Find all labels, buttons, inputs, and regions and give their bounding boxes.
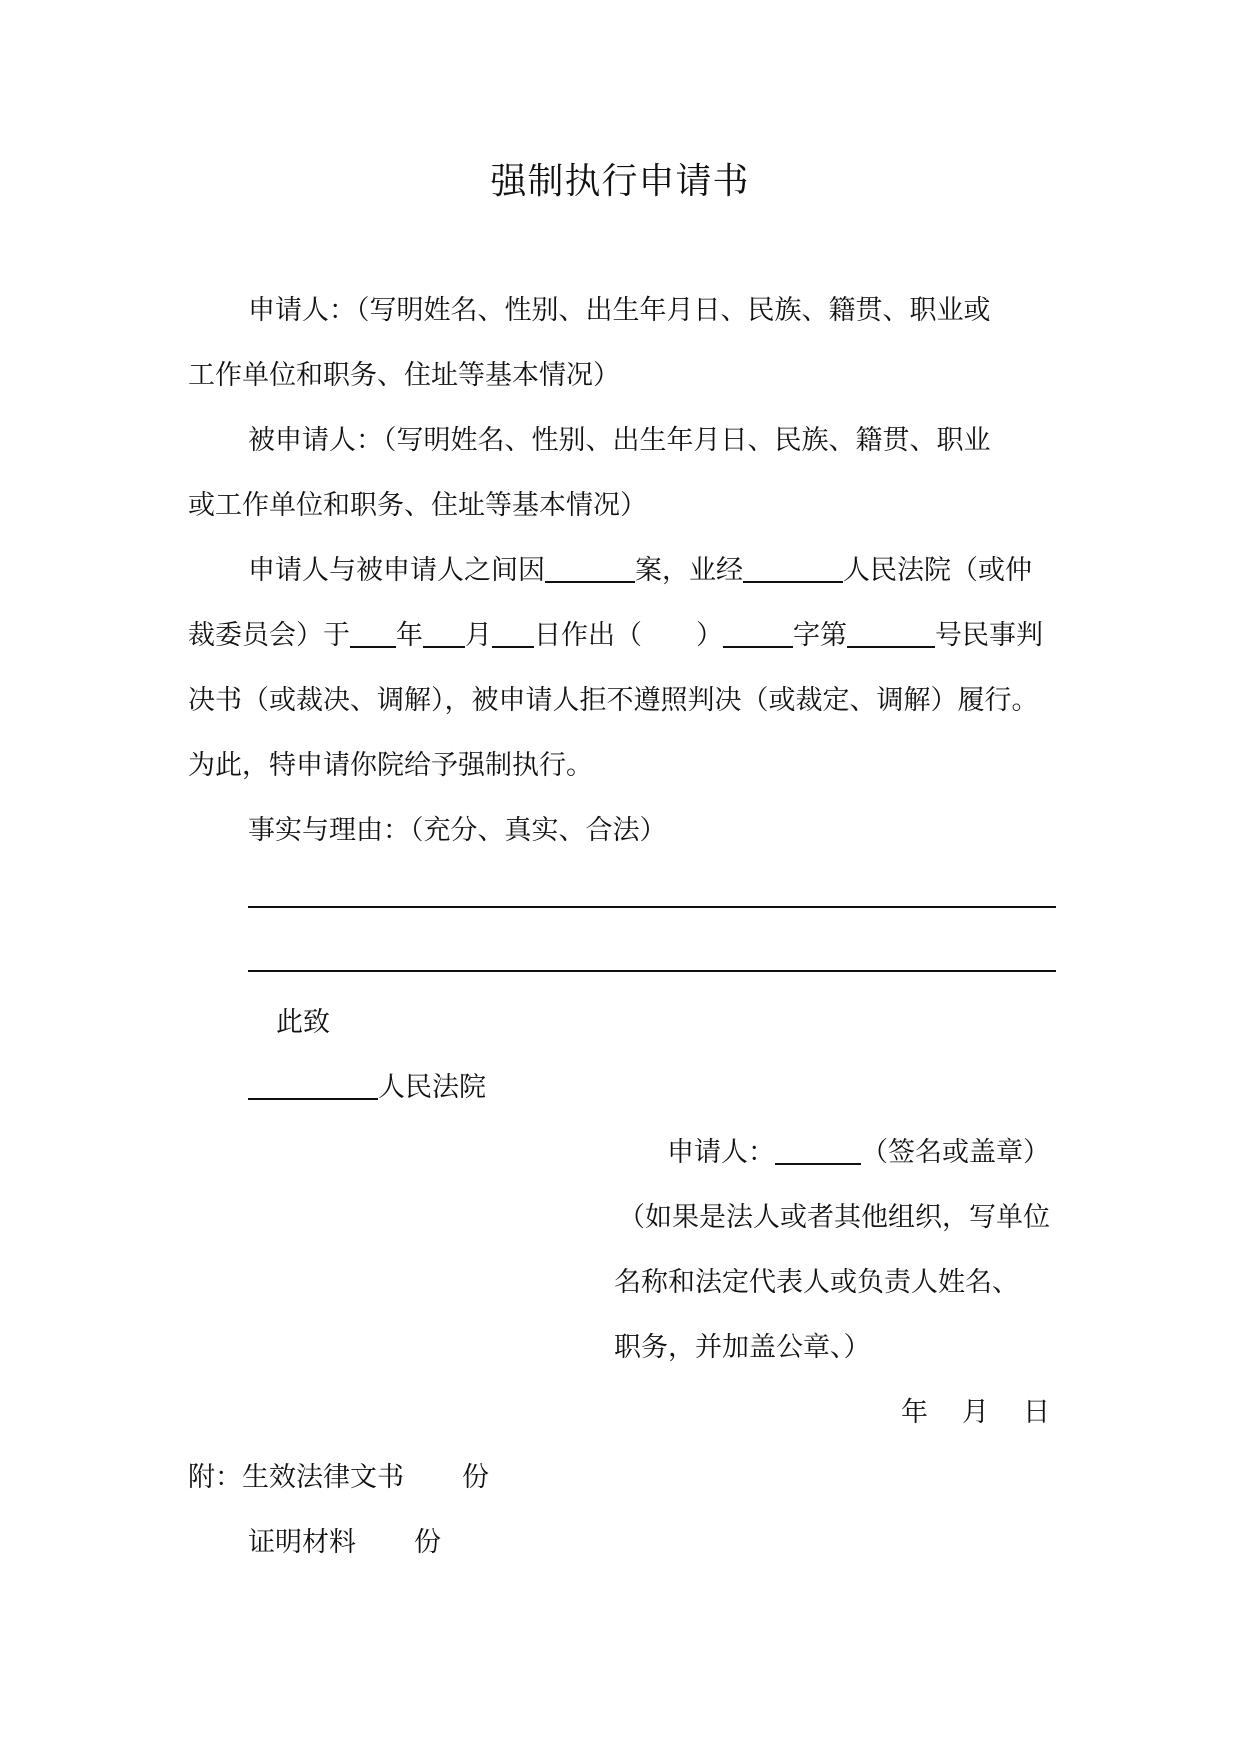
case-type-blank[interactable] <box>545 551 635 583</box>
body-text-case: 案，业经 <box>635 555 743 586</box>
body-text-court: 人民法院（或仲 <box>843 555 1032 586</box>
addressee-court-blank[interactable] <box>248 1068 378 1100</box>
body-text-paren-close: ） <box>696 620 723 651</box>
case-number-blank[interactable] <box>847 616 935 648</box>
applicant-line-1: 申请人：（写明姓名、性别、出生年月日、民族、籍贯、职业或 <box>248 295 991 326</box>
signature-org-note-1: （如果是法人或者其他组织，写单位 <box>618 1202 1050 1233</box>
body-line-2 <box>188 616 1058 656</box>
respondent-line-2: 或工作单位和职务、住址等基本情况） <box>188 490 647 521</box>
attachment-line-2 <box>248 1523 1118 1563</box>
date-day: 日 <box>1023 1397 1050 1428</box>
attachment-prefix: 附： <box>188 1462 242 1493</box>
document-title: 强制执行申请书 <box>490 161 750 202</box>
year-blank[interactable] <box>350 616 396 648</box>
signature-org-note-2: 名称和法定代表人或负责人姓名、 <box>614 1267 1019 1298</box>
addressee-court-suffix: 人民法院 <box>378 1072 486 1103</box>
applicant-line-2: 工作单位和职务、住址等基本情况） <box>188 360 620 391</box>
facts-line-2[interactable] <box>248 970 1056 972</box>
body-text-cause: 申请人与被申请人之间因 <box>248 555 545 586</box>
closing-salutation: 此致 <box>276 1007 330 1038</box>
attachment-item-1: 生效法律文书 <box>242 1462 404 1493</box>
day-blank[interactable] <box>492 616 534 648</box>
signature-line <box>188 1133 1050 1173</box>
attachment-line-1 <box>188 1458 1058 1498</box>
signature-note: （签名或盖章） <box>861 1137 1050 1168</box>
facts-label: 事实与理由：（充分、真实、合法） <box>248 815 667 846</box>
attachment-item-2: 证明材料 <box>248 1527 356 1558</box>
body-line-1 <box>248 551 1118 591</box>
facts-line-1[interactable] <box>248 906 1056 908</box>
month-blank[interactable] <box>423 616 465 648</box>
body-text-on: 裁委员会）于 <box>188 620 350 651</box>
body-text-month: 月 <box>465 620 492 651</box>
body-text-word: 字第 <box>793 620 847 651</box>
respondent-line-1: 被申请人：（写明姓名、性别、出生年月日、民族、籍贯、职业 <box>248 425 991 456</box>
date-month: 月 <box>962 1397 989 1428</box>
body-line-3: 决书（或裁决、调解），被申请人拒不遵照判决（或裁定、调解）履行。 <box>188 685 1039 716</box>
attachment-item-1-unit: 份 <box>462 1462 489 1493</box>
addressee-line <box>248 1068 1118 1108</box>
body-line-4: 为此，特申请你院给予强制执行。 <box>188 750 593 781</box>
body-text-day: 日作出（ <box>534 620 642 651</box>
signature-date <box>188 1393 1050 1433</box>
case-word-blank[interactable] <box>723 616 793 648</box>
signature-label: 申请人： <box>667 1137 775 1168</box>
attachment-item-2-unit: 份 <box>414 1527 441 1558</box>
court-name-blank[interactable] <box>743 551 843 583</box>
date-year: 年 <box>901 1397 928 1428</box>
signature-org-note-3: 职务，并加盖公章、） <box>614 1332 871 1363</box>
body-text-year: 年 <box>396 620 423 651</box>
body-text-number: 号民事判 <box>935 620 1043 651</box>
signature-blank[interactable] <box>775 1133 861 1165</box>
